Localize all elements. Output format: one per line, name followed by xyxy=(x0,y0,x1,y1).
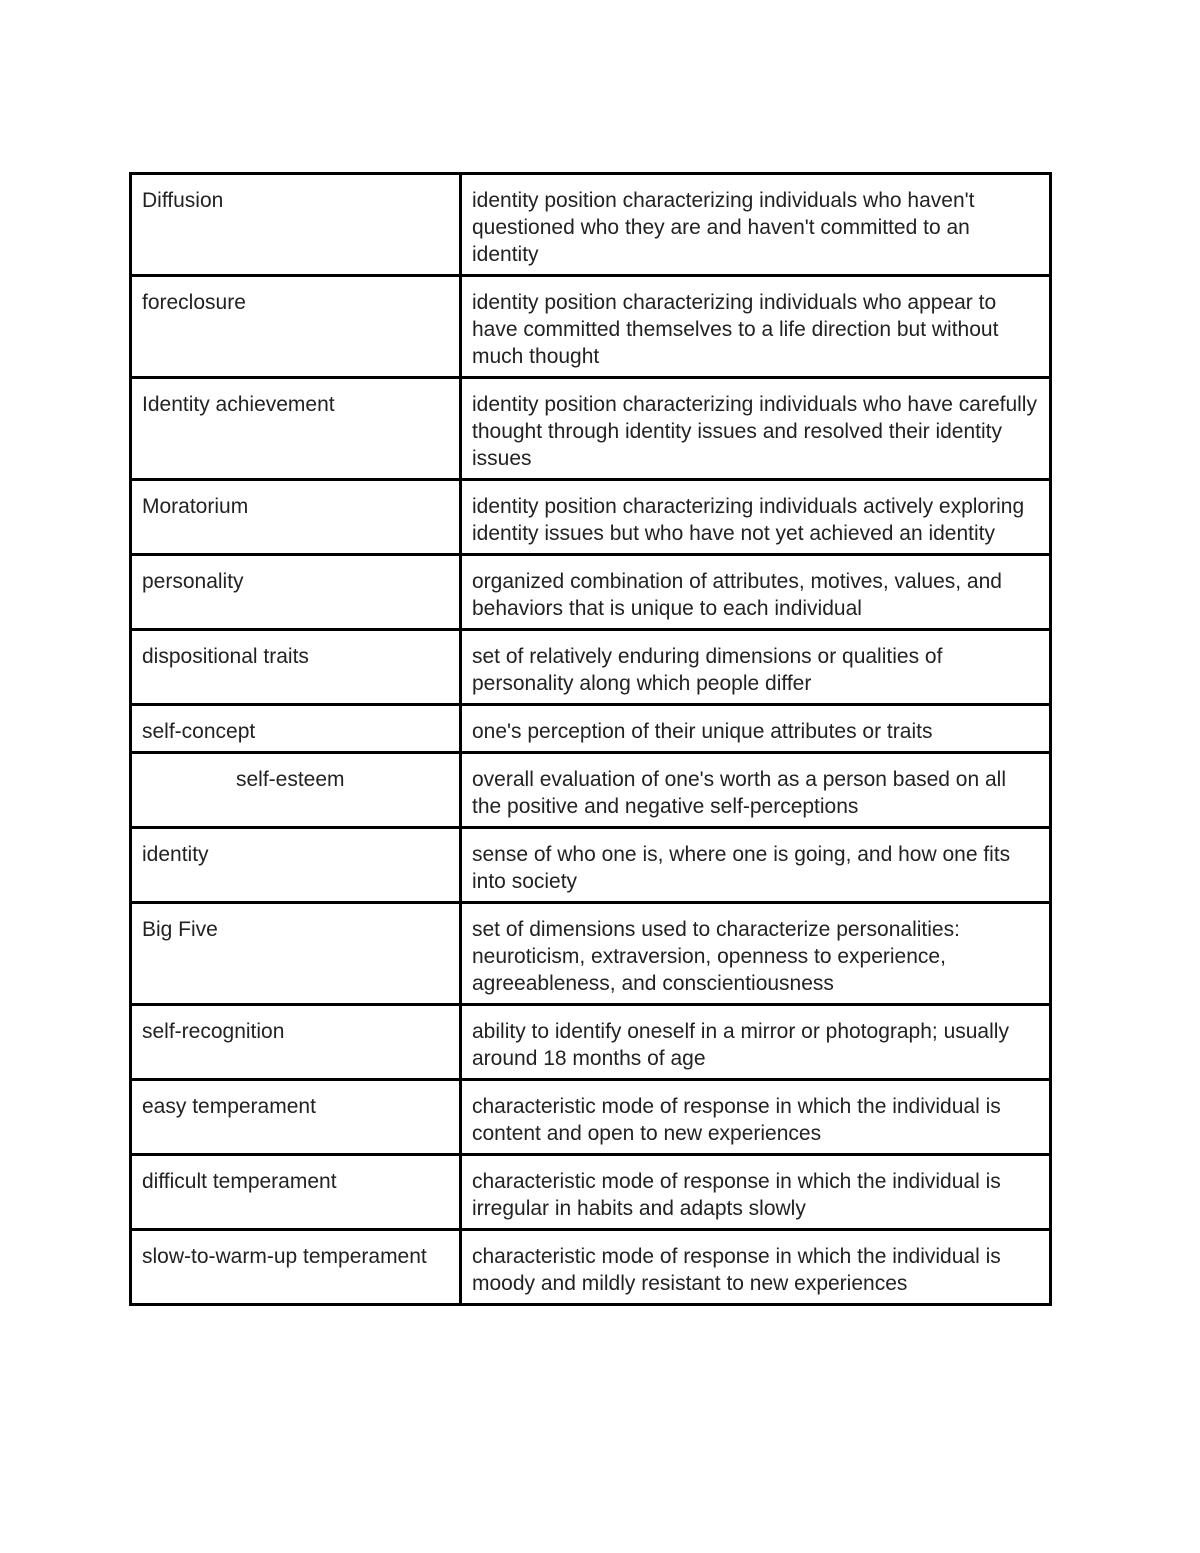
definition-cell: ability to identify oneself in a mirror or photograph; usually around 18 months of age xyxy=(461,1005,1051,1080)
definition-cell: characteristic mode of response in which the individual is content and open to new experiences xyxy=(461,1080,1051,1155)
definition-cell: sense of who one is, where one is going, and how one fits into society xyxy=(461,828,1051,903)
definition-cell: organized combination of attributes, motives, values, and behaviors that is unique to each individual xyxy=(461,555,1051,630)
table-row xyxy=(131,1155,1051,1230)
definition-cell: identity position characterizing individuals who appear to have committed themselves to a life direction but without much thought xyxy=(461,276,1051,378)
table-row xyxy=(131,705,1051,753)
definition-cell: set of dimensions used to characterize personalities: neuroticism, extraversion, openness to experience, agreeableness, and conscientiousness xyxy=(461,903,1051,1005)
table-row xyxy=(131,828,1051,903)
table-row xyxy=(131,555,1051,630)
table-row xyxy=(131,753,1051,828)
term-cell: Moratorium xyxy=(131,480,461,555)
term-cell: easy temperament xyxy=(131,1080,461,1155)
term-cell: personality xyxy=(131,555,461,630)
table-row xyxy=(131,630,1051,705)
glossary-table-body xyxy=(131,174,1051,1305)
table-row xyxy=(131,903,1051,1005)
term-cell: Identity achievement xyxy=(131,378,461,480)
term-cell: Big Five xyxy=(131,903,461,1005)
table-row xyxy=(131,480,1051,555)
glossary-table xyxy=(129,172,1052,1306)
table-row xyxy=(131,1080,1051,1155)
term-cell: self-concept xyxy=(131,705,461,753)
definition-cell: identity position characterizing individuals who haven't questioned who they are and haven't committed to an identity xyxy=(461,174,1051,276)
table-row xyxy=(131,1230,1051,1305)
term-cell: foreclosure xyxy=(131,276,461,378)
table-row xyxy=(131,378,1051,480)
definition-cell: overall evaluation of one's worth as a person based on all the positive and negative self-perceptions xyxy=(461,753,1051,828)
term-cell: self-recognition xyxy=(131,1005,461,1080)
term-cell: identity xyxy=(131,828,461,903)
table-row xyxy=(131,1005,1051,1080)
term-cell: difficult temperament xyxy=(131,1155,461,1230)
table-row xyxy=(131,276,1051,378)
definition-cell: set of relatively enduring dimensions or qualities of personality along which people differ xyxy=(461,630,1051,705)
term-cell: self-esteem xyxy=(131,753,461,828)
definition-cell: one's perception of their unique attributes or traits xyxy=(461,705,1051,753)
definition-cell: characteristic mode of response in which the individual is irregular in habits and adapts slowly xyxy=(461,1155,1051,1230)
definition-cell: identity position characterizing individuals actively exploring identity issues but who have not yet achieved an identity xyxy=(461,480,1051,555)
term-cell: slow-to-warm-up temperament xyxy=(131,1230,461,1305)
table-row xyxy=(131,174,1051,276)
term-cell: dispositional traits xyxy=(131,630,461,705)
definition-cell: characteristic mode of response in which the individual is moody and mildly resistant to new experiences xyxy=(461,1230,1051,1305)
term-cell: Diffusion xyxy=(131,174,461,276)
definition-cell: identity position characterizing individuals who have carefully thought through identity issues and resolved their identity issues xyxy=(461,378,1051,480)
